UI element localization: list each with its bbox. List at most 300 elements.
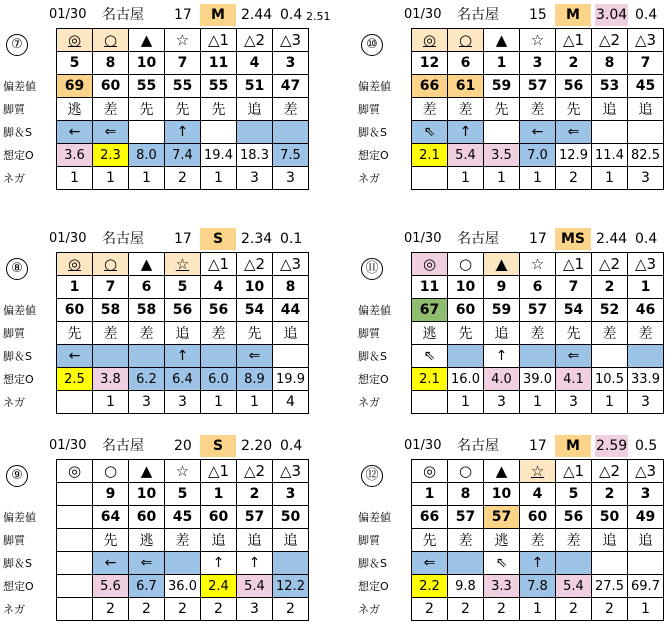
horse-number-cell: 9: [484, 276, 520, 299]
horse-number-cell: 2: [237, 483, 273, 506]
horse-number-cell: 8: [448, 483, 484, 506]
expected-odds-cell: 19.4: [201, 144, 237, 167]
row-label: 脚＆S: [3, 126, 32, 139]
row-odds: [357, 368, 664, 391]
deviation-cell: [57, 506, 93, 529]
row-label: 想定O: [358, 580, 389, 593]
row-style: [2, 322, 309, 345]
horse-number-cell: 1: [57, 276, 93, 299]
legs-arrow-cell: [628, 121, 664, 144]
deviation-cell: 59: [484, 75, 520, 98]
nega-cell: 1: [520, 167, 556, 190]
horse-number-cell: 1: [484, 52, 520, 75]
row-label: [357, 276, 412, 299]
venue-name: 名古屋: [457, 438, 499, 454]
horse-number-cell: 7: [628, 52, 664, 75]
venue-name: 名古屋: [457, 7, 499, 23]
nega-cell: [412, 391, 448, 414]
mark-cell: ◎: [57, 460, 93, 483]
running-style-cell: 先: [556, 322, 592, 345]
deviation-cell: 56: [556, 506, 592, 529]
horse-number-cell: 5: [57, 52, 93, 75]
row-label: 想定O: [358, 149, 389, 162]
horse-number-cell: 1: [412, 483, 448, 506]
horse-number-cell: 7: [165, 52, 201, 75]
legs-arrow-cell: ⇐: [556, 121, 592, 144]
mark-cell: △3: [628, 253, 664, 276]
race-table: [357, 459, 664, 621]
race-date: 01/30: [49, 7, 87, 22]
legs-arrow-cell: [201, 345, 237, 368]
race-panel: [2, 4, 331, 204]
field-size: 20: [174, 438, 192, 454]
row-deviation: [2, 506, 309, 529]
expected-odds-cell: 2.1: [412, 368, 448, 391]
running-style-cell: 追: [592, 98, 628, 121]
row-marks: [2, 460, 309, 483]
legs-arrow-cell: ⇖: [484, 552, 520, 575]
running-style-cell: 逃: [129, 529, 165, 552]
mark-cell: ☆: [520, 29, 556, 52]
row-number: [2, 483, 309, 506]
running-style-cell: 追: [165, 322, 201, 345]
expected-odds-cell: 5.4: [237, 575, 273, 598]
index-value-1: 2.20: [241, 438, 273, 454]
deviation-cell: 69: [57, 75, 93, 98]
nega-cell: 1: [448, 167, 484, 190]
row-label: 偏差値: [358, 304, 391, 317]
row-label: [2, 483, 57, 506]
nega-cell: 1: [448, 391, 484, 414]
row-deviation: [2, 299, 309, 322]
field-size: 17: [174, 7, 192, 23]
row-label: [2, 276, 57, 299]
deviation-cell: 57: [520, 75, 556, 98]
nega-cell: 3: [628, 167, 664, 190]
expected-odds-cell: 2.4: [201, 575, 237, 598]
horse-number-cell: 6: [129, 276, 165, 299]
mark-cell: ▲: [484, 460, 520, 483]
expected-odds-cell: 82.5: [628, 144, 664, 167]
race-number-badge: ⑩: [361, 34, 383, 56]
mark-cell: ◎: [412, 253, 448, 276]
nega-cell: 3: [237, 598, 273, 621]
row-legs: [2, 552, 309, 575]
legs-arrow-cell: ←: [93, 552, 129, 575]
race-date: 01/30: [404, 438, 442, 453]
running-style-cell: 先: [556, 98, 592, 121]
row-label: 脚質: [3, 327, 25, 340]
row-number: [2, 52, 309, 75]
venue-name: 名古屋: [102, 231, 144, 247]
row-number: [357, 483, 664, 506]
row-odds: [357, 575, 664, 598]
row-odds: [2, 575, 309, 598]
race-table: [2, 459, 309, 621]
mark-cell: △1: [556, 29, 592, 52]
mark-cell: ◎: [412, 460, 448, 483]
row-label: 想定O: [358, 373, 389, 386]
horse-number-cell: 12: [412, 52, 448, 75]
horse-number-cell: 3: [628, 483, 664, 506]
nega-cell: 3: [628, 391, 664, 414]
deviation-cell: 51: [237, 75, 273, 98]
legs-arrow-cell: ↑: [448, 121, 484, 144]
nega-cell: 2: [165, 167, 201, 190]
race-date: 01/30: [49, 438, 87, 453]
track-condition: S: [200, 435, 236, 457]
index-value-2: 0.1: [280, 231, 303, 247]
race-panel: [357, 435, 665, 635]
row-label: 偏差値: [3, 511, 36, 524]
row-nega: [357, 598, 664, 621]
row-style: [2, 529, 309, 552]
row-label: 脚＆S: [358, 557, 387, 570]
nega-cell: 1: [93, 391, 129, 414]
nega-cell: 1: [628, 598, 664, 621]
row-label: ネガ: [358, 172, 380, 185]
deviation-cell: 57: [520, 299, 556, 322]
race-number-badge: ⑫: [361, 465, 383, 487]
deviation-cell: 55: [129, 75, 165, 98]
horse-number-cell: 4: [201, 276, 237, 299]
track-condition: S: [200, 228, 236, 250]
expected-odds-cell: 3.3: [484, 575, 520, 598]
mark-cell: △1: [201, 253, 237, 276]
running-style-cell: 追: [484, 322, 520, 345]
horse-number-cell: 1: [628, 276, 664, 299]
legs-arrow-cell: ↑: [237, 552, 273, 575]
horse-number-cell: 1: [201, 483, 237, 506]
expected-odds-cell: 39.0: [520, 368, 556, 391]
nega-cell: 2: [592, 598, 628, 621]
legs-arrow-cell: [592, 345, 628, 368]
expected-odds-cell: 7.0: [520, 144, 556, 167]
legs-arrow-cell: [628, 345, 664, 368]
row-label: ネガ: [358, 396, 380, 409]
horse-number-cell: 10: [237, 276, 273, 299]
mark-cell: △2: [237, 253, 273, 276]
legs-arrow-cell: [520, 345, 556, 368]
track-condition: MS: [555, 228, 591, 250]
mark-cell: △2: [592, 29, 628, 52]
race-number-badge: ⑧: [6, 258, 28, 280]
horse-number-cell: 2: [592, 276, 628, 299]
running-style-cell: 差: [520, 322, 556, 345]
race-table: [2, 28, 309, 190]
horse-number-cell: 8: [273, 276, 309, 299]
mark-cell: ☆: [165, 29, 201, 52]
mark-cell: ▲: [484, 29, 520, 52]
deviation-cell: 58: [93, 299, 129, 322]
nega-cell: 1: [592, 391, 628, 414]
nega-cell: [412, 167, 448, 190]
running-style-cell: 差: [129, 322, 165, 345]
row-label: ネガ: [3, 396, 25, 409]
mark-cell: ○: [448, 460, 484, 483]
horse-number-cell: 3: [273, 483, 309, 506]
legs-arrow-cell: [273, 121, 309, 144]
expected-odds-cell: 8.0: [129, 144, 165, 167]
expected-odds-cell: 2.3: [93, 144, 129, 167]
legs-arrow-cell: [273, 552, 309, 575]
row-label: ネガ: [358, 603, 380, 616]
running-style-cell: 差: [592, 322, 628, 345]
row-label: 想定O: [3, 149, 34, 162]
row-label: 想定O: [3, 373, 34, 386]
row-odds: [2, 368, 309, 391]
row-label: 脚質: [358, 103, 380, 116]
row-marks: [357, 460, 664, 483]
legs-arrow-cell: ⇖: [412, 345, 448, 368]
horse-number-cell: 3: [273, 52, 309, 75]
row-label: 偏差値: [358, 511, 391, 524]
index-value-2: 0.5: [635, 438, 658, 454]
row-label: 脚質: [3, 534, 25, 547]
mark-cell: ◎: [57, 253, 93, 276]
field-size: 15: [529, 7, 547, 23]
row-label: 偏差値: [3, 80, 36, 93]
expected-odds-cell: 7.4: [165, 144, 201, 167]
legs-arrow-cell: ↑: [165, 121, 201, 144]
deviation-cell: 57: [237, 506, 273, 529]
running-style-cell: 追: [237, 98, 273, 121]
expected-odds-cell: 4.1: [556, 368, 592, 391]
nega-cell: 1: [57, 167, 93, 190]
deviation-cell: 56: [165, 299, 201, 322]
expected-odds-cell: 69.7: [628, 575, 664, 598]
index-value-1: 2.34: [241, 231, 273, 247]
mark-cell: ○: [93, 460, 129, 483]
mark-cell: △2: [237, 460, 273, 483]
horse-number-cell: 2: [592, 483, 628, 506]
row-style: [357, 322, 664, 345]
running-style-cell: 追: [628, 529, 664, 552]
running-style-cell: 差: [93, 98, 129, 121]
expected-odds-cell: 16.0: [448, 368, 484, 391]
running-style-cell: 差: [165, 529, 201, 552]
nega-cell: 2: [556, 598, 592, 621]
mark-cell: △1: [556, 460, 592, 483]
mark-cell: ▲: [129, 29, 165, 52]
expected-odds-cell: 4.0: [484, 368, 520, 391]
row-label: 脚質: [358, 327, 380, 340]
deviation-cell: 55: [201, 75, 237, 98]
field-size: 17: [174, 231, 192, 247]
row-legs: [2, 121, 309, 144]
mark-cell: △2: [237, 29, 273, 52]
mark-cell: ○: [448, 29, 484, 52]
row-deviation: [357, 75, 664, 98]
mark-cell: ☆: [520, 253, 556, 276]
legs-arrow-cell: [484, 121, 520, 144]
mark-cell: ☆: [520, 460, 556, 483]
nega-cell: 2: [412, 598, 448, 621]
horse-number-cell: 10: [484, 483, 520, 506]
mark-cell: △3: [273, 29, 309, 52]
row-label: 脚＆S: [3, 557, 32, 570]
deviation-cell: 60: [520, 506, 556, 529]
nega-cell: 3: [165, 391, 201, 414]
expected-odds-cell: 33.9: [628, 368, 664, 391]
deviation-cell: 56: [201, 299, 237, 322]
expected-odds-cell: 36.0: [165, 575, 201, 598]
nega-cell: 3: [129, 391, 165, 414]
mark-cell: ◎: [57, 29, 93, 52]
row-nega: [2, 391, 309, 414]
index-value-2: 0.4: [280, 7, 303, 23]
race-date: 01/30: [49, 231, 87, 246]
legs-arrow-cell: ←: [57, 345, 93, 368]
deviation-cell: 60: [93, 75, 129, 98]
legs-arrow-cell: [93, 345, 129, 368]
index-value-1: 2.44: [241, 7, 273, 23]
nega-cell: 2: [556, 167, 592, 190]
row-label: [2, 52, 57, 75]
row-marks: [2, 29, 309, 52]
index-value-1: 2.59: [595, 435, 628, 457]
deviation-cell: 57: [484, 506, 520, 529]
expected-odds-cell: 5.4: [448, 144, 484, 167]
running-style-cell: 追: [592, 529, 628, 552]
expected-odds-cell: 6.0: [201, 368, 237, 391]
nega-cell: 2: [273, 598, 309, 621]
legs-arrow-cell: [628, 552, 664, 575]
legs-arrow-cell: [273, 345, 309, 368]
running-style-cell: 先: [448, 322, 484, 345]
deviation-cell: 54: [556, 299, 592, 322]
deviation-cell: 66: [412, 75, 448, 98]
deviation-cell: 46: [628, 299, 664, 322]
nega-cell: 2: [165, 598, 201, 621]
row-label: [357, 483, 412, 506]
mark-cell: △1: [201, 460, 237, 483]
deviation-cell: 49: [628, 506, 664, 529]
race-header: [2, 228, 312, 252]
race-panel: [2, 435, 312, 635]
row-label: 脚＆S: [3, 350, 32, 363]
expected-odds-cell: 12.9: [556, 144, 592, 167]
row-nega: [2, 598, 309, 621]
mark-cell: ○: [93, 253, 129, 276]
legs-arrow-cell: ⇐: [129, 552, 165, 575]
row-label: 偏差値: [3, 304, 36, 317]
legs-arrow-cell: [556, 552, 592, 575]
mark-cell: ☆: [165, 460, 201, 483]
deviation-cell: 53: [592, 75, 628, 98]
row-number: [357, 276, 664, 299]
row-legs: [357, 121, 664, 144]
nega-cell: 3: [273, 167, 309, 190]
legs-arrow-cell: ↑: [165, 345, 201, 368]
row-legs: [357, 552, 664, 575]
horse-number-cell: 4: [520, 483, 556, 506]
expected-odds-cell: 2.1: [412, 144, 448, 167]
nega-cell: 3: [556, 391, 592, 414]
deviation-cell: 67: [412, 299, 448, 322]
legs-arrow-cell: [57, 552, 93, 575]
horse-number-cell: 8: [592, 52, 628, 75]
row-marks: [357, 29, 664, 52]
deviation-cell: 60: [57, 299, 93, 322]
horse-number-cell: 11: [412, 276, 448, 299]
mark-cell: ▲: [129, 253, 165, 276]
expected-odds-cell: 5.4: [556, 575, 592, 598]
row-nega: [357, 391, 664, 414]
nega-cell: 2: [201, 598, 237, 621]
horse-number-cell: 7: [93, 276, 129, 299]
nega-cell: 1: [520, 598, 556, 621]
nega-cell: 1: [201, 391, 237, 414]
mark-cell: ☆: [165, 253, 201, 276]
running-style-cell: 追: [201, 529, 237, 552]
row-number: [357, 52, 664, 75]
legs-arrow-cell: ⇐: [93, 121, 129, 144]
expected-odds-cell: 12.2: [273, 575, 309, 598]
running-style-cell: [57, 529, 93, 552]
nega-cell: 4: [273, 391, 309, 414]
nega-cell: 1: [237, 391, 273, 414]
horse-number-cell: 10: [448, 276, 484, 299]
horse-number-cell: 10: [129, 52, 165, 75]
legs-arrow-cell: [129, 345, 165, 368]
mark-cell: △2: [592, 253, 628, 276]
deviation-cell: 52: [592, 299, 628, 322]
row-label: 脚＆S: [358, 350, 387, 363]
running-style-cell: 逃: [412, 322, 448, 345]
row-style: [357, 529, 664, 552]
row-label: [357, 52, 412, 75]
deviation-cell: 54: [237, 299, 273, 322]
legs-arrow-cell: [237, 121, 273, 144]
index-value-2: 0.4: [280, 438, 303, 454]
legs-arrow-cell: [165, 552, 201, 575]
running-style-cell: 差: [448, 529, 484, 552]
legs-arrow-cell: [201, 121, 237, 144]
horse-number-cell: 9: [93, 483, 129, 506]
race-date: 01/30: [404, 7, 442, 22]
expected-odds-cell: 7.8: [520, 575, 556, 598]
running-style-cell: 先: [93, 529, 129, 552]
deviation-cell: 58: [129, 299, 165, 322]
horse-number-cell: 5: [165, 483, 201, 506]
index-value-3: 2.51: [306, 10, 331, 23]
row-nega: [357, 167, 664, 190]
row-marks: [2, 253, 309, 276]
row-deviation: [357, 506, 664, 529]
field-size: 17: [529, 231, 547, 247]
row-number: [2, 276, 309, 299]
expected-odds-cell: 11.4: [592, 144, 628, 167]
running-style-cell: 先: [129, 98, 165, 121]
race-number-badge: ⑪: [361, 258, 383, 280]
mark-cell: △1: [201, 29, 237, 52]
race-table: [357, 28, 664, 190]
mark-cell: ○: [448, 253, 484, 276]
field-size: 17: [529, 438, 547, 454]
row-odds: [357, 144, 664, 167]
expected-odds-cell: 7.5: [273, 144, 309, 167]
nega-cell: 3: [237, 167, 273, 190]
expected-odds-cell: 19.9: [273, 368, 309, 391]
deviation-cell: 64: [93, 506, 129, 529]
running-style-cell: 差: [201, 322, 237, 345]
legs-arrow-cell: [129, 121, 165, 144]
running-style-cell: 差: [520, 98, 556, 121]
race-header: [2, 4, 331, 28]
race-header: [357, 4, 665, 28]
running-style-cell: 追: [628, 98, 664, 121]
